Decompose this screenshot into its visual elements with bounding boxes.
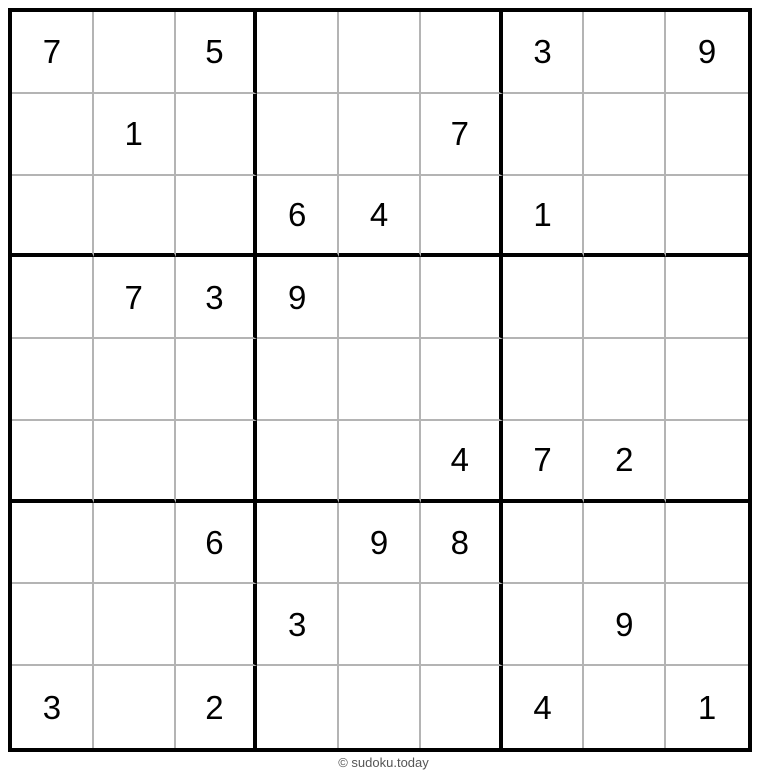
- sudoku-cell-empty[interactable]: [94, 584, 176, 666]
- sudoku-cell-empty[interactable]: [339, 339, 421, 421]
- sudoku-cell-empty[interactable]: [666, 257, 748, 339]
- sudoku-cell-empty[interactable]: [503, 339, 585, 421]
- sudoku-cell-empty[interactable]: [176, 584, 258, 666]
- sudoku-cell-empty[interactable]: [584, 12, 666, 94]
- sudoku-cell-empty[interactable]: [421, 12, 503, 94]
- sudoku-cell-empty[interactable]: [421, 257, 503, 339]
- sudoku-cell-empty[interactable]: [94, 176, 176, 258]
- footer-credit: © sudoku.today: [338, 755, 429, 770]
- sudoku-cell-empty[interactable]: [666, 339, 748, 421]
- sudoku-cell-empty[interactable]: [584, 257, 666, 339]
- sudoku-cell-empty[interactable]: [666, 176, 748, 258]
- sudoku-cell-empty[interactable]: [666, 421, 748, 503]
- sudoku-cell-given[interactable]: 6: [257, 176, 339, 258]
- sudoku-cell-empty[interactable]: [421, 584, 503, 666]
- sudoku-cell-empty[interactable]: [12, 584, 94, 666]
- sudoku-cell-empty[interactable]: [339, 666, 421, 748]
- sudoku-cell-given[interactable]: 8: [421, 503, 503, 585]
- sudoku-cell-empty[interactable]: [666, 94, 748, 176]
- sudoku-cell-empty[interactable]: [503, 94, 585, 176]
- sudoku-cell-empty[interactable]: [503, 584, 585, 666]
- sudoku-cell-empty[interactable]: [584, 176, 666, 258]
- sudoku-cell-empty[interactable]: [12, 94, 94, 176]
- sudoku-cell-given[interactable]: 2: [176, 666, 258, 748]
- sudoku-cell-given[interactable]: 1: [94, 94, 176, 176]
- sudoku-cell-empty[interactable]: [257, 339, 339, 421]
- sudoku-cell-empty[interactable]: [339, 94, 421, 176]
- sudoku-cell-empty[interactable]: [257, 94, 339, 176]
- sudoku-cell-empty[interactable]: [257, 421, 339, 503]
- sudoku-cell-given[interactable]: 9: [584, 584, 666, 666]
- sudoku-cell-empty[interactable]: [421, 176, 503, 258]
- sudoku-cell-empty[interactable]: [421, 339, 503, 421]
- sudoku-cell-empty[interactable]: [666, 503, 748, 585]
- sudoku-cell-given[interactable]: 6: [176, 503, 258, 585]
- sudoku-cell-given[interactable]: 1: [697, 688, 717, 726]
- sudoku-cell-empty[interactable]: [94, 503, 176, 585]
- sudoku-cell-empty[interactable]: [339, 12, 421, 94]
- sudoku-cell-empty[interactable]: [339, 421, 421, 503]
- sudoku-cell-empty[interactable]: [503, 503, 585, 585]
- sudoku-cell-empty[interactable]: [176, 94, 258, 176]
- sudoku-board: [8, 8, 752, 752]
- sudoku-cell-empty[interactable]: [12, 421, 94, 503]
- sudoku-cell-empty[interactable]: [421, 666, 503, 748]
- sudoku-cell-empty[interactable]: [94, 666, 176, 748]
- sudoku-cell-given[interactable]: 3: [176, 257, 258, 339]
- sudoku-cell-given[interactable]: 9: [257, 257, 339, 339]
- sudoku-cell-empty[interactable]: [584, 94, 666, 176]
- sudoku-cell-given[interactable]: 4: [503, 666, 585, 748]
- sudoku-cell-empty[interactable]: [584, 503, 666, 585]
- sudoku-cell-empty[interactable]: [176, 176, 258, 258]
- sudoku-cell-empty[interactable]: [666, 584, 748, 666]
- sudoku-cell-given[interactable]: 3: [503, 12, 585, 94]
- sudoku-cell-empty[interactable]: [584, 339, 666, 421]
- sudoku-cell-given[interactable]: 7: [94, 257, 176, 339]
- sudoku-cell-empty[interactable]: [339, 257, 421, 339]
- sudoku-cell-given[interactable]: 7: [12, 12, 94, 94]
- sudoku-cell-given[interactable]: 7: [421, 94, 503, 176]
- sudoku-cell-empty[interactable]: [176, 339, 258, 421]
- sudoku-cell-empty[interactable]: [503, 257, 585, 339]
- sudoku-cell-empty[interactable]: [339, 584, 421, 666]
- sudoku-cell-empty[interactable]: [257, 12, 339, 94]
- sudoku-cell-given[interactable]: 4: [421, 421, 503, 503]
- sudoku-cell-empty[interactable]: [176, 421, 258, 503]
- sudoku-cell-given[interactable]: 3: [257, 584, 339, 666]
- sudoku-cell-empty[interactable]: [94, 12, 176, 94]
- sudoku-cell-empty[interactable]: [12, 176, 94, 258]
- sudoku-cell-empty[interactable]: [257, 503, 339, 585]
- sudoku-cell-empty[interactable]: [12, 503, 94, 585]
- sudoku-cell-empty[interactable]: [257, 666, 339, 748]
- sudoku-cell-given[interactable]: 7: [503, 421, 585, 503]
- sudoku-cell-empty[interactable]: [94, 339, 176, 421]
- sudoku-cell-empty[interactable]: [94, 421, 176, 503]
- sudoku-cell-given[interactable]: 1: [503, 176, 585, 258]
- sudoku-cell-empty[interactable]: [12, 339, 94, 421]
- sudoku-cell-given[interactable]: 2: [584, 421, 666, 503]
- sudoku-cell-given[interactable]: 9: [666, 12, 748, 94]
- sudoku-cell-given[interactable]: 3: [12, 666, 94, 748]
- sudoku-cell-empty[interactable]: [12, 257, 94, 339]
- sudoku-grid: [12, 12, 748, 748]
- sudoku-cell-given[interactable]: 9: [339, 503, 421, 585]
- sudoku-cell-empty[interactable]: [584, 666, 666, 748]
- sudoku-cell-given[interactable]: 5: [176, 12, 258, 94]
- sudoku-cell-given[interactable]: 4: [339, 176, 421, 258]
